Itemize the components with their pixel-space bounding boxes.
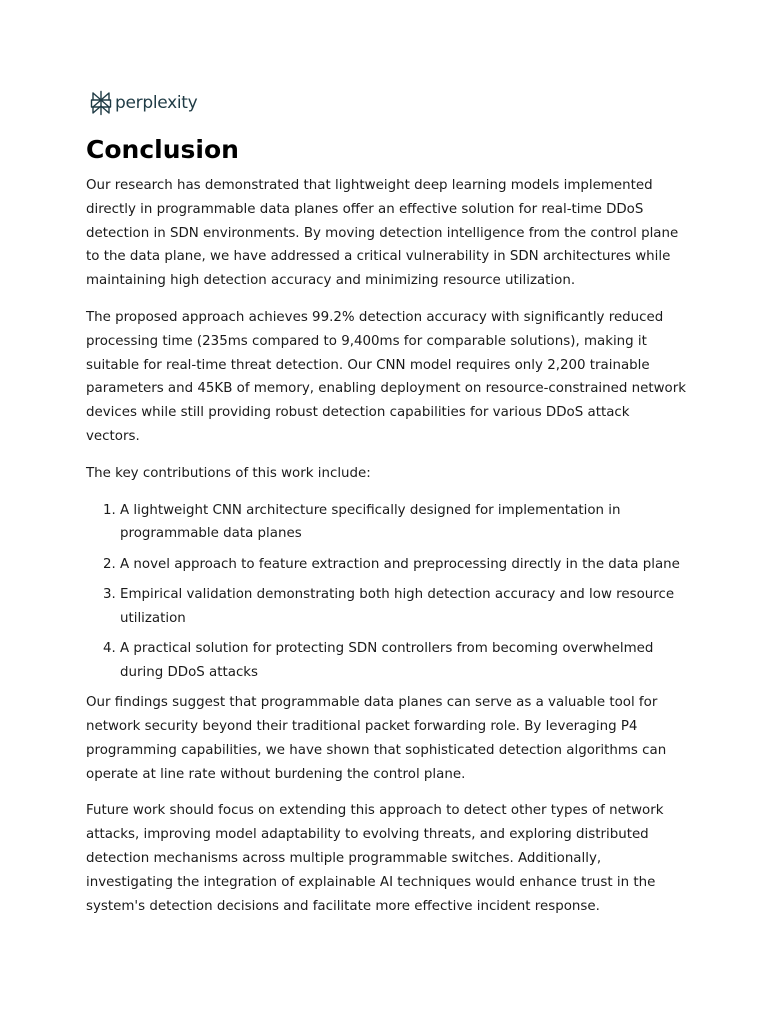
list-item: 1. A lightweight CNN architecture specifically designed for implementation in programmable data planes [120, 499, 686, 547]
paragraph-intro: Our research has demonstrated that lightweight deep learning models implemented directly in programmable data planes offer an effective solution for real-time DDoS detection in SDN environments. By moving detection intelligence from the control plane to the data plane, we have addressed a critical vulnerability in SDN architectures while maintaining high detection accuracy and minimizing resource utilization. [86, 178, 679, 289]
brand-logo [90, 90, 197, 116]
list-item: 4. A practical solution for protecting SDN controllers from becoming overwhelmed during DDoS attacks [120, 637, 686, 685]
contributions-list [86, 499, 686, 685]
paragraph-contributions-lead: The key contributions of this work include: [86, 465, 371, 481]
list-item: 3. Empirical validation demonstrating both high detection accuracy and low resource utilization [120, 583, 686, 631]
paragraph-future-work: Future work should focus on extending this approach to detect other types of network attacks, improving model adaptability to evolving threats, and exploring distributed detection mechanisms across multiple programmable switches. Additionally, investigating the integration of explainable AI techniques would enhance trust in the system's detection decisions and facilitate more effective incident response. [86, 803, 664, 914]
page-title: Conclusion [86, 135, 239, 164]
document-body [86, 174, 686, 931]
paragraph-results: The proposed approach achieves 99.2% detection accuracy with significantly reduced processing time (235ms compared to 9,400ms for comparable solutions), making it suitable for real-time threat detection. Our CNN model requires only 2,200 trainable parameters and 45KB of memory, enabling deployment on resource-constrained network devices while still providing robust detection capabilities for various DDoS attack vectors. [86, 309, 686, 444]
brand-wordmark: perplexity [115, 93, 198, 113]
paragraph-findings: Our findings suggest that programmable data planes can serve as a valuable tool for network security beyond their traditional packet forwarding role. By leveraging P4 programming capabilities, we have shown that sophisticated detection algorithms can operate at line rate without burdening the control plane. [86, 695, 667, 782]
list-item: 2. A novel approach to feature extraction and preprocessing directly in the data plane [120, 553, 686, 577]
perplexity-logo-icon [90, 90, 112, 116]
